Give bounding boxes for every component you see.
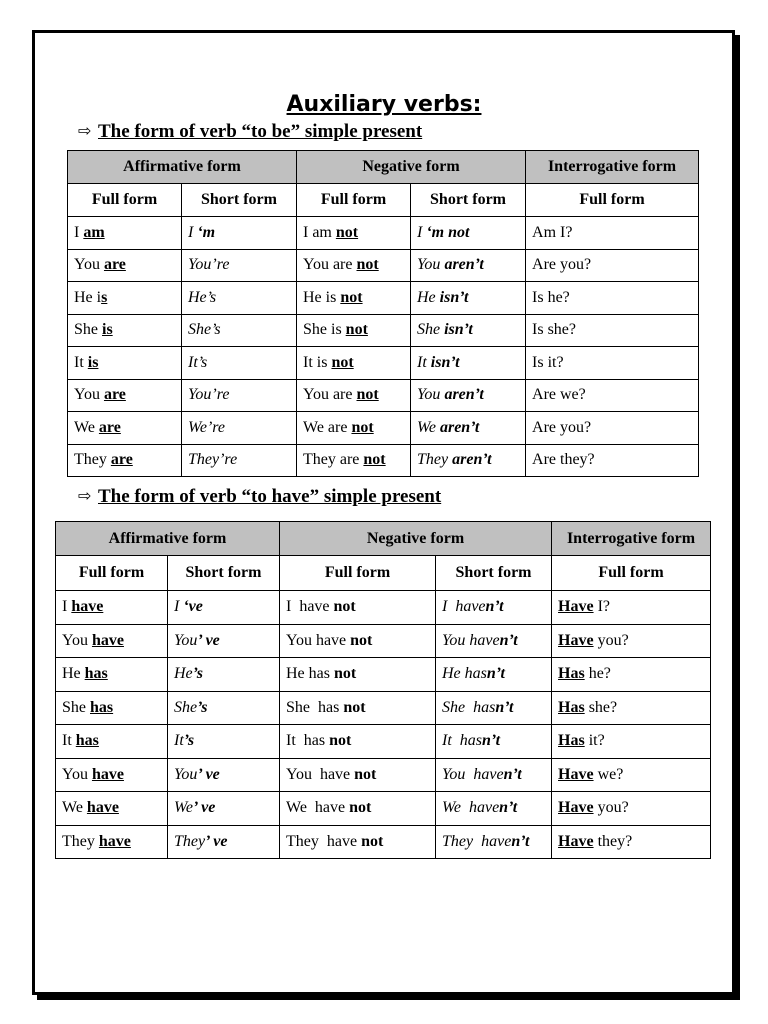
cell-text: We: [74, 418, 99, 436]
cell-text: They have: [442, 832, 512, 850]
cell-text: She: [417, 321, 445, 339]
cell-text: I: [174, 598, 184, 616]
cell-text: He has: [286, 665, 334, 683]
interrogative-full-cell: [526, 379, 699, 412]
table-row: [56, 624, 711, 658]
cell-text: He: [417, 288, 440, 306]
table-row: [56, 691, 711, 725]
cell-text: It is: [303, 353, 332, 371]
cell-text: It: [417, 353, 431, 371]
cell-text: They’re: [188, 451, 238, 469]
negative-full-cell: [297, 217, 411, 250]
cell-text: not: [361, 832, 384, 850]
cell-text: They: [417, 451, 453, 469]
negative-short-cell: [411, 379, 526, 412]
affirmative-full-cell: [68, 249, 182, 282]
cell-text: I have: [442, 598, 486, 616]
cell-text: Has: [558, 698, 585, 716]
section-heading-text: The form of verb “to have” simple present: [98, 486, 442, 507]
cell-text: We have: [286, 799, 350, 817]
cell-text: not: [343, 698, 366, 716]
affirmative-short-cell: [168, 725, 280, 759]
cell-text: It: [62, 732, 76, 750]
cell-text: You: [417, 386, 445, 404]
cell-text: We: [62, 799, 87, 817]
cell-text: n’t: [482, 732, 501, 750]
cell-text: Have: [558, 631, 594, 649]
affirmative-short-cell: [182, 444, 297, 477]
cell-text: ’s: [192, 665, 204, 683]
interrogative-header: Interrogative form: [526, 151, 699, 184]
interrogative-full-cell: [526, 444, 699, 477]
cell-text: She: [74, 321, 102, 339]
interrogative-full-cell: [552, 691, 711, 725]
cell-text: ’ ve: [197, 765, 220, 783]
interrogative-full-cell: [552, 792, 711, 826]
cell-text: I have: [286, 598, 334, 616]
negative-short-cell: [436, 658, 552, 692]
cell-text: Has: [558, 665, 585, 683]
interrogative-full-cell: [526, 249, 699, 282]
cell-text: You have: [442, 765, 504, 783]
negative-short-cell: [411, 249, 526, 282]
cell-text: She’s: [188, 321, 221, 339]
negative-short-cell: [411, 282, 526, 315]
arrow-right-icon: ⇨: [78, 486, 92, 505]
cell-text: Are you?: [532, 256, 592, 274]
affirmative-short-cell: [182, 379, 297, 412]
cell-text: aren’t: [444, 256, 484, 274]
negative-full-cell: [280, 691, 436, 725]
sub-header-row: [56, 556, 711, 591]
interrogative-full-cell: [552, 758, 711, 792]
interrogative-full-cell: [526, 314, 699, 347]
sub-header-short: Short form: [168, 556, 280, 591]
interrogative-full-cell: [526, 347, 699, 380]
cell-text: not: [331, 353, 354, 371]
table-row: [68, 412, 699, 445]
cell-text: Are they?: [532, 451, 595, 469]
interrogative-full-cell: [526, 217, 699, 250]
cell-text: are: [103, 256, 126, 274]
affirmative-full-cell: [56, 658, 168, 692]
affirmative-full-cell: [56, 624, 168, 658]
cell-text: aren’t: [444, 386, 484, 404]
cell-text: you?: [593, 631, 629, 649]
affirmative-short-cell: [168, 825, 280, 859]
cell-text: He: [62, 665, 85, 683]
cell-text: not: [350, 631, 373, 649]
cell-text: not: [333, 665, 357, 683]
cell-text: they?: [593, 832, 633, 850]
interrogative-full-cell: [552, 825, 711, 859]
cell-text: We are: [303, 418, 352, 436]
table-row: [68, 282, 699, 315]
negative-full-cell: [280, 758, 436, 792]
cell-text: He: [174, 665, 193, 683]
cell-text: have: [91, 765, 124, 783]
cell-text: n’t: [511, 832, 530, 850]
cell-text: isn’t: [430, 353, 460, 371]
cell-text: ‘m: [197, 223, 216, 241]
negative-full-cell: [297, 249, 411, 282]
cell-text: Have: [558, 832, 594, 850]
negative-full-cell: [280, 725, 436, 759]
cell-text: Have: [558, 765, 594, 783]
negative-full-cell: [280, 591, 436, 625]
cell-text: she?: [584, 698, 618, 716]
cell-text: Have: [558, 598, 594, 616]
to-have-table: [55, 521, 711, 859]
cell-text: n’t: [486, 665, 505, 683]
negative-full-cell: [280, 658, 436, 692]
cell-text: I am: [303, 223, 336, 241]
cell-text: Is he?: [532, 288, 570, 306]
to-be-table: [67, 150, 699, 477]
cell-text: are: [103, 386, 126, 404]
cell-text: not: [351, 418, 374, 436]
negative-full-cell: [297, 314, 411, 347]
page-title: Auxiliary verbs:: [286, 92, 482, 117]
table-row: [56, 792, 711, 826]
interrogative-full-cell: [552, 591, 711, 625]
cell-text: n’t: [485, 598, 504, 616]
interrogative-full-cell: [526, 412, 699, 445]
negative-short-cell: [411, 217, 526, 250]
interrogative-full-cell: [552, 658, 711, 692]
table-row: [56, 658, 711, 692]
table-body: [68, 217, 699, 477]
table-row: [68, 314, 699, 347]
negative-short-cell: [436, 591, 552, 625]
affirmative-full-cell: [56, 792, 168, 826]
cell-text: not: [335, 223, 359, 241]
cell-text: ‘ve: [183, 598, 203, 616]
arrow-right-icon: ⇨: [78, 121, 92, 140]
sub-header-full: Full form: [526, 184, 699, 217]
affirmative-full-cell: [68, 217, 182, 250]
cell-text: ’s: [183, 732, 195, 750]
cell-text: am: [83, 223, 105, 241]
cell-text: You have: [286, 631, 351, 649]
cell-text: not: [349, 799, 372, 817]
table-row: [56, 758, 711, 792]
cell-text: is: [87, 353, 99, 371]
group-header-row: [68, 151, 699, 184]
cell-text: She has: [442, 698, 496, 716]
cell-text: have: [91, 631, 124, 649]
table-row: [56, 725, 711, 759]
cell-text: I: [188, 223, 198, 241]
sub-header-row: [68, 184, 699, 217]
table-row: [68, 217, 699, 250]
table-row: [56, 825, 711, 859]
cell-text: I: [62, 598, 72, 616]
cell-text: Have: [558, 799, 594, 817]
cell-text: ’ ve: [205, 832, 228, 850]
negative-full-cell: [297, 444, 411, 477]
negative-full-cell: [280, 624, 436, 658]
cell-text: Is she?: [532, 321, 576, 339]
negative-full-cell: [280, 825, 436, 859]
cell-text: It has: [286, 732, 330, 750]
negative-full-cell: [297, 282, 411, 315]
cell-text: I?: [593, 598, 610, 616]
interrogative-full-cell: [552, 624, 711, 658]
cell-text: We have: [442, 799, 500, 817]
affirmative-short-cell: [168, 758, 280, 792]
group-header-row: [56, 522, 711, 556]
cell-text: She: [62, 698, 90, 716]
affirmative-short-cell: [182, 314, 297, 347]
negative-full-cell: [280, 792, 436, 826]
cell-text: n’t: [499, 799, 518, 817]
cell-text: Has: [558, 732, 585, 750]
cell-text: They: [174, 832, 206, 850]
affirmative-header: Affirmative form: [68, 151, 297, 184]
cell-text: We: [417, 418, 440, 436]
affirmative-full-cell: [68, 347, 182, 380]
cell-text: He has: [442, 665, 487, 683]
cell-text: not: [356, 256, 379, 274]
negative-full-cell: [297, 412, 411, 445]
affirmative-full-cell: [68, 444, 182, 477]
cell-text: we?: [593, 765, 624, 783]
affirmative-short-cell: [182, 347, 297, 380]
cell-text: are: [98, 418, 121, 436]
cell-text: ’ ve: [197, 631, 220, 649]
sub-header-short: Short form: [182, 184, 297, 217]
cell-text: not: [345, 321, 368, 339]
negative-short-cell: [436, 792, 552, 826]
cell-text: have: [98, 832, 131, 850]
sub-header-full: Full form: [552, 556, 711, 591]
cell-text: You: [174, 765, 198, 783]
negative-short-cell: [411, 347, 526, 380]
sub-header-full: Full form: [297, 184, 411, 217]
cell-text: not: [363, 451, 386, 469]
cell-text: They: [62, 832, 99, 850]
affirmative-full-cell: [68, 282, 182, 315]
cell-text: has: [90, 698, 114, 716]
cell-text: You have: [286, 765, 355, 783]
cell-text: You’re: [188, 256, 230, 274]
cell-text: She: [174, 698, 198, 716]
table-row: [56, 591, 711, 625]
sub-header-full: Full form: [56, 556, 168, 591]
affirmative-full-cell: [68, 412, 182, 445]
negative-short-cell: [436, 624, 552, 658]
cell-text: n’t: [503, 765, 522, 783]
cell-text: We’re: [188, 418, 226, 436]
interrogative-full-cell: [552, 725, 711, 759]
cell-text: he?: [584, 665, 611, 683]
negative-short-cell: [436, 725, 552, 759]
table-row: [68, 249, 699, 282]
negative-full-cell: [297, 379, 411, 412]
cell-text: They: [74, 451, 111, 469]
affirmative-short-cell: [168, 591, 280, 625]
interrogative-full-cell: [526, 282, 699, 315]
negative-short-cell: [436, 825, 552, 859]
cell-text: He i: [74, 288, 102, 306]
affirmative-header: Affirmative form: [56, 522, 280, 556]
affirmative-short-cell: [182, 217, 297, 250]
section-heading-to-be: [78, 121, 422, 143]
cell-text: has: [84, 665, 108, 683]
affirmative-short-cell: [182, 249, 297, 282]
table-row: [68, 347, 699, 380]
negative-short-cell: [436, 691, 552, 725]
cell-text: n’t: [499, 631, 518, 649]
cell-text: it?: [584, 732, 605, 750]
affirmative-short-cell: [168, 691, 280, 725]
sub-header-full: Full form: [68, 184, 182, 217]
cell-text: Is it?: [532, 353, 564, 371]
cell-text: have: [86, 799, 119, 817]
affirmative-short-cell: [182, 282, 297, 315]
affirmative-short-cell: [168, 792, 280, 826]
table-body: [56, 591, 711, 859]
cell-text: You: [62, 631, 92, 649]
cell-text: have: [71, 598, 104, 616]
affirmative-short-cell: [168, 624, 280, 658]
cell-text: s: [101, 288, 108, 306]
negative-short-cell: [411, 314, 526, 347]
cell-text: You: [74, 386, 104, 404]
table-row: [68, 444, 699, 477]
cell-text: are: [110, 451, 133, 469]
affirmative-full-cell: [56, 758, 168, 792]
cell-text: She has: [286, 698, 344, 716]
section-heading-to-have: [78, 486, 441, 508]
cell-text: You are: [303, 386, 357, 404]
cell-text: Am I?: [532, 223, 573, 241]
cell-text: You have: [442, 631, 500, 649]
cell-text: ’ ve: [192, 799, 216, 817]
negative-header: Negative form: [297, 151, 526, 184]
negative-short-cell: [411, 444, 526, 477]
cell-text: She is: [303, 321, 346, 339]
interrogative-header: Interrogative form: [552, 522, 711, 556]
negative-short-cell: [436, 758, 552, 792]
cell-text: aren’t: [439, 418, 480, 436]
cell-text: It’s: [188, 353, 208, 371]
negative-short-cell: [411, 412, 526, 445]
section-heading-text: The form of verb “to be” simple present: [98, 121, 423, 142]
affirmative-full-cell: [56, 591, 168, 625]
affirmative-full-cell: [56, 691, 168, 725]
cell-text: He’s: [188, 288, 217, 306]
cell-text: I: [74, 223, 84, 241]
cell-text: It has: [442, 732, 482, 750]
cell-text: They are: [303, 451, 364, 469]
cell-text: Are we?: [532, 386, 586, 404]
sub-header-full: Full form: [280, 556, 436, 591]
cell-text: isn’t: [444, 321, 473, 339]
table-row: [68, 379, 699, 412]
negative-full-cell: [297, 347, 411, 380]
cell-text: You: [74, 256, 104, 274]
cell-text: You’re: [188, 386, 230, 404]
cell-text: It: [174, 732, 184, 750]
cell-text: ‘m not: [426, 223, 470, 241]
affirmative-full-cell: [68, 379, 182, 412]
cell-text: not: [340, 288, 363, 306]
cell-text: We: [174, 799, 193, 817]
cell-text: is: [102, 321, 113, 339]
cell-text: not: [354, 765, 377, 783]
cell-text: not: [333, 598, 356, 616]
cell-text: has: [75, 732, 99, 750]
cell-text: aren’t: [452, 451, 492, 469]
cell-text: I: [417, 223, 427, 241]
cell-text: You: [417, 256, 445, 274]
cell-text: you?: [593, 799, 629, 817]
affirmative-short-cell: [182, 412, 297, 445]
cell-text: not: [329, 732, 352, 750]
cell-text: not: [356, 386, 379, 404]
cell-text: You are: [303, 256, 357, 274]
cell-text: They have: [286, 832, 362, 850]
negative-header: Negative form: [280, 522, 552, 556]
cell-text: You: [174, 631, 198, 649]
cell-text: n’t: [495, 698, 514, 716]
sub-header-short: Short form: [436, 556, 552, 591]
affirmative-full-cell: [68, 314, 182, 347]
cell-text: It: [74, 353, 88, 371]
affirmative-full-cell: [56, 725, 168, 759]
cell-text: isn’t: [439, 288, 469, 306]
affirmative-short-cell: [168, 658, 280, 692]
sub-header-short: Short form: [411, 184, 526, 217]
cell-text: ’s: [197, 698, 208, 716]
affirmative-full-cell: [56, 825, 168, 859]
cell-text: You: [62, 765, 92, 783]
cell-text: He is: [303, 288, 341, 306]
cell-text: Are you?: [532, 418, 592, 436]
